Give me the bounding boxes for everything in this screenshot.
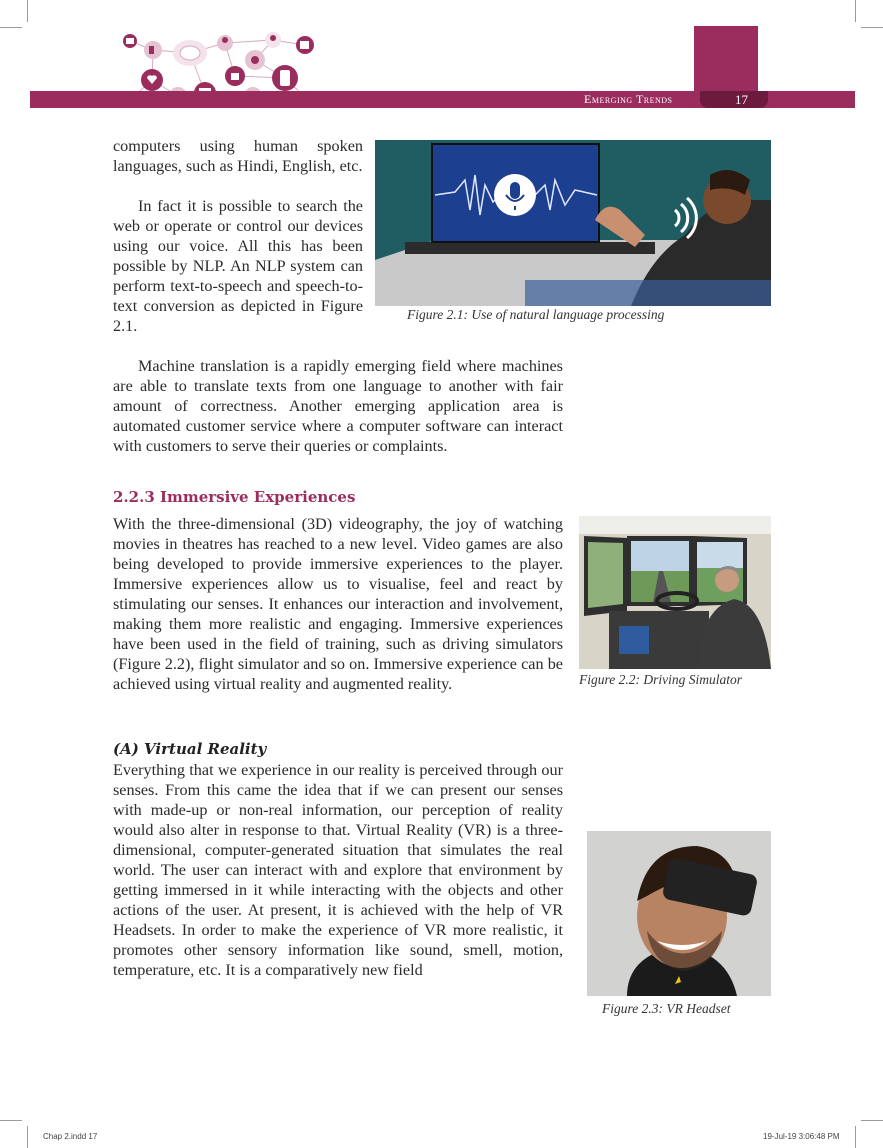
crop-mark — [27, 0, 28, 22]
paragraph: With the three-dimensional (3D) videography, the joy of watching movies in theatres has reached to a new level. Video games are also being developed to provide immersive experiences to the player. Immersive experiences allow us to visualise, feel and react by stimulating our senses. It enhances our interaction and involvement, making them more realistic and engaging. Immersive experiences have been used in the field of training, such as driving simulators (Figure 2.2), flight simulator and so on. Immersive experience can be achieved using virtual reality and augmented reality. — [113, 515, 563, 693]
footer-timestamp: 19-Jul-19 3:06:48 PM — [763, 1132, 840, 1141]
crop-mark — [0, 27, 22, 28]
running-header-title: Emerging Trends — [584, 92, 673, 106]
paragraph: Everything that we experience in our reality is perceived through our senses. From this came the idea that if we can present our senses with made-up or non-real information, our perception of reality would also alter in response to that. Virtual Reality (VR) is a three-dimensional, computer-generated situation that simulates the real world. The user can interact with and explore that environment by getting immersed in it while interacting with the objects and other actions of the user. At present, it is achieved with the help of VR Headsets. In order to make the experience of VR more realistic, it promotes other sensory information like sound, smell, motion, temperature, etc. It is a comparatively new field — [113, 761, 563, 979]
sub-heading: (A) Virtual Reality — [113, 740, 267, 758]
figure-caption: Figure 2.3: VR Headset — [602, 1001, 731, 1016]
crop-mark — [855, 0, 856, 22]
figure-caption: Figure 2.2: Driving Simulator — [579, 672, 742, 687]
crop-mark — [855, 1126, 856, 1148]
page-number: 17 — [735, 92, 748, 107]
chat-bubble-icon — [173, 40, 207, 66]
section-heading: 2.2.3 Immersive Experiences — [113, 488, 356, 506]
figure-caption: Figure 2.1: Use of natural language processing — [407, 307, 665, 322]
paragraph: In fact it is possible to search the web or operate or control our devices using our voice. All this has been possible by NLP. An NLP system can perform text-to-speech and speech-to-text conversion as depicted in Figure 2.1. — [113, 197, 363, 335]
paragraph: Machine translation is a rapidly emerging field where machines are able to translate texts from one language to another with fair amount of correctness. Another emerging application area is automated customer service where a computer software can interact with customers to serve their queries or complaints. — [113, 357, 563, 455]
user-icon — [265, 32, 281, 48]
figure-driving-simulator-image — [579, 516, 771, 669]
crop-mark — [861, 1120, 883, 1121]
mail-icon — [123, 34, 137, 48]
video-icon — [296, 36, 314, 54]
figure-vr-headset-image — [587, 831, 771, 996]
heart-icon — [141, 69, 163, 91]
paragraph: computers using human spoken languages, such as Hindi, English, etc. — [113, 137, 363, 175]
speaker-icon — [144, 41, 162, 59]
footer-file: Chap 2.indd 17 — [43, 1132, 98, 1141]
crop-mark — [27, 1126, 28, 1148]
page-tab-inner — [700, 91, 768, 108]
crop-mark — [861, 27, 883, 28]
crop-mark — [0, 1120, 22, 1121]
like-icon — [225, 66, 245, 86]
network-icon — [245, 50, 265, 70]
person-icon — [217, 35, 233, 51]
phone-icon — [272, 65, 298, 91]
figure-nlp-image — [375, 140, 771, 306]
